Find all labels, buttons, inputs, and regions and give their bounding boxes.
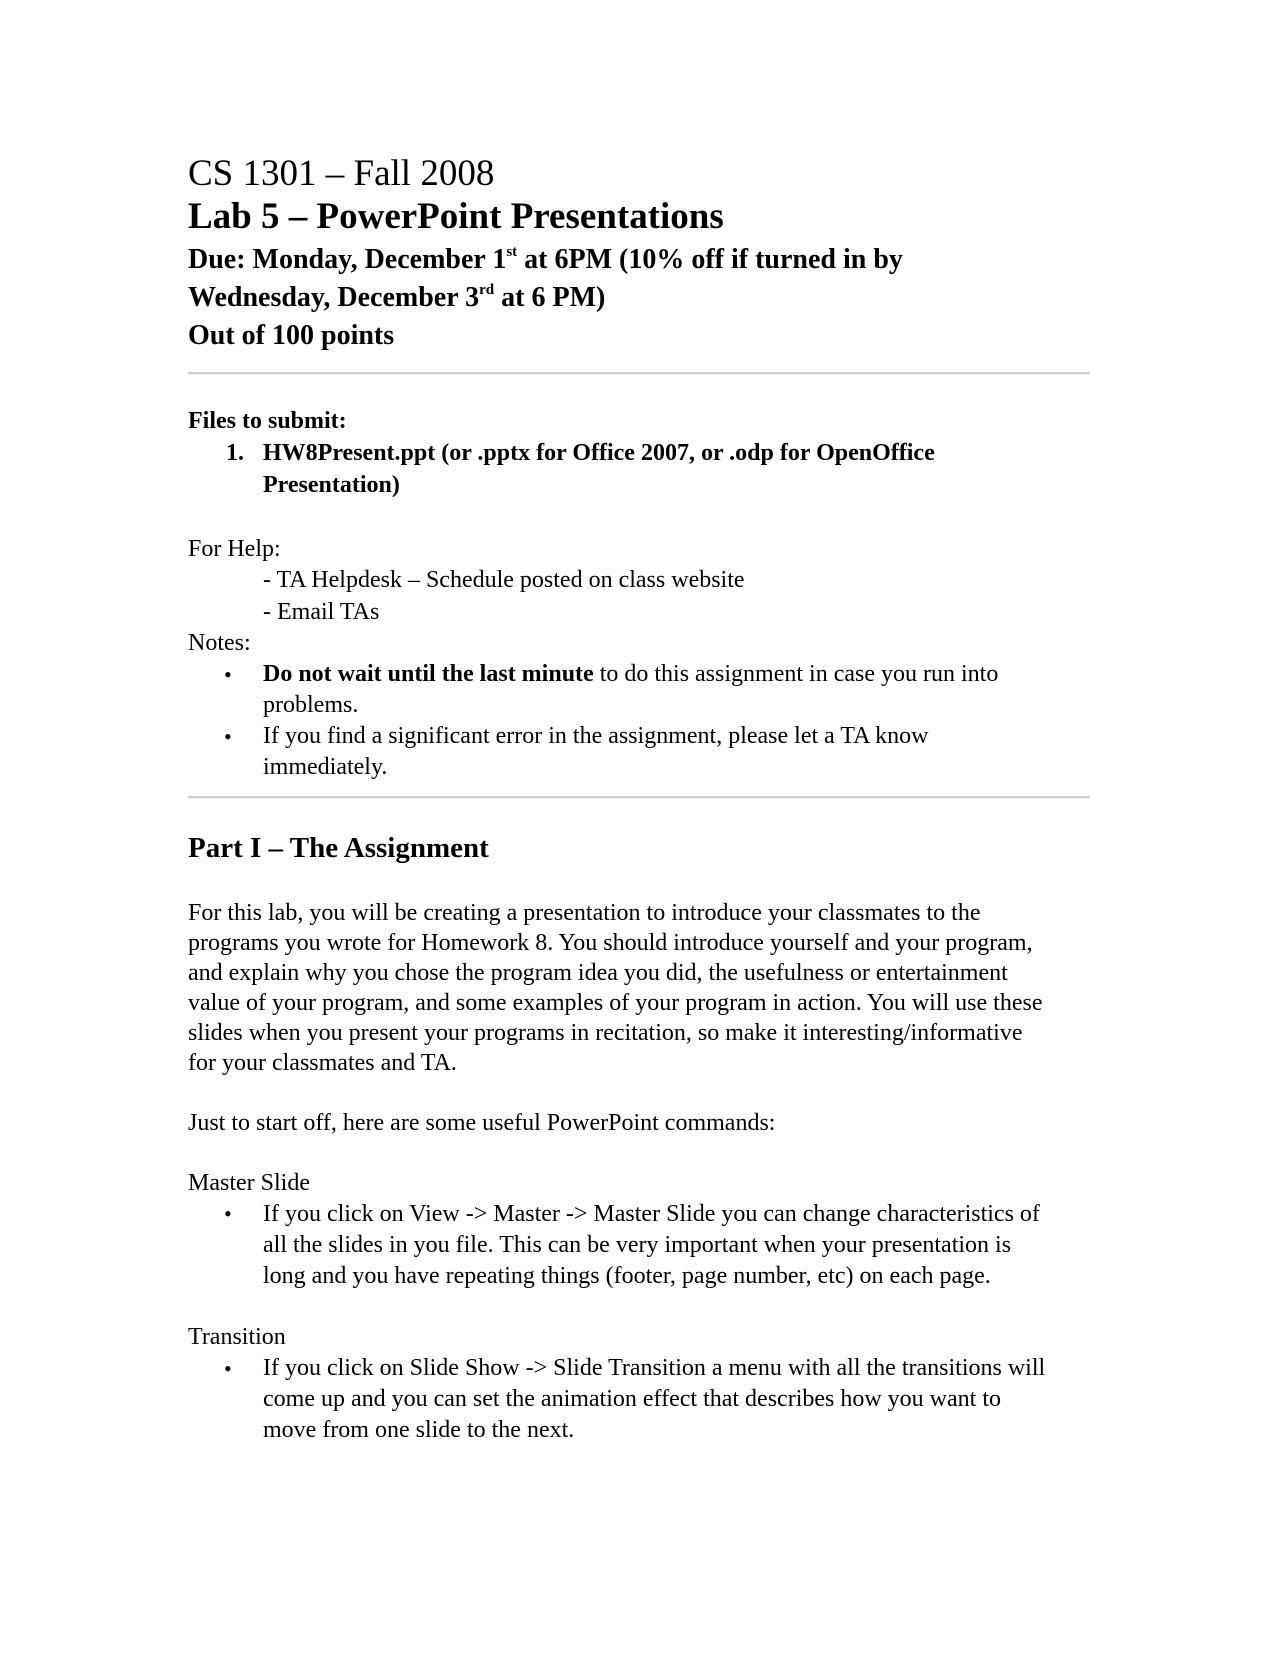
due-superscript: rd: [479, 282, 495, 298]
file-item-number: 1.: [226, 440, 244, 466]
notes-heading: Notes:: [188, 630, 251, 656]
files-heading: Files to submit:: [188, 408, 347, 434]
course-title: CS 1301 – Fall 2008: [188, 153, 495, 194]
note-item-2: If you find a significant error in the assignment, please let a TA know: [263, 723, 929, 749]
bullet-icon: •: [224, 662, 232, 687]
due-text: Wednesday, December 3: [188, 282, 480, 313]
points-line: Out of 100 points: [188, 320, 395, 351]
master-slide-line: If you click on View -> Master -> Master Slide you can change characteristics of: [263, 1201, 1040, 1227]
master-slide-line: all the slides in you file. This can be very important when your presentation is: [263, 1232, 1012, 1258]
paragraph-line: slides when you present your programs in recitation, so make it interesting/informative: [188, 1020, 1023, 1046]
due-date-line-1: [188, 246, 903, 274]
transition-line: If you click on Slide Show -> Slide Transition a menu with all the transitions will: [263, 1355, 1046, 1381]
divider: [188, 796, 1090, 799]
file-item-line-1: HW8Present.ppt (or .pptx for Office 2007, or .odp for OpenOffice: [263, 440, 935, 466]
help-item-helpdesk: - TA Helpdesk – Schedule posted on class website: [263, 567, 745, 593]
bullet-icon: •: [224, 724, 232, 749]
paragraph-line: programs you wrote for Homework 8. You should introduce yourself and your program,: [188, 930, 1033, 956]
bullet-icon: •: [224, 1201, 232, 1226]
due-superscript: st: [506, 244, 518, 260]
note-text: to do this assignment in case you run into: [593, 661, 999, 687]
note-item-2-line-2: immediately.: [263, 754, 388, 780]
master-slide-line: long and you have repeating things (footer, page number, etc) on each page.: [263, 1263, 991, 1289]
part1-heading: Part I – The Assignment: [188, 832, 489, 864]
note-item-1-line-2: problems.: [263, 692, 359, 718]
transition-line: move from one slide to the next.: [263, 1417, 575, 1443]
due-text: at 6PM (10% off if turned in by: [517, 244, 903, 275]
paragraph-line: and explain why you chose the program idea you did, the usefulness or entertainment: [188, 960, 1008, 986]
help-heading: For Help:: [188, 536, 281, 562]
paragraph-line: for your classmates and TA.: [188, 1050, 457, 1076]
note-item-1: [263, 662, 998, 686]
commands-intro: Just to start off, here are some useful PowerPoint commands:: [188, 1110, 776, 1136]
paragraph-line: value of your program, and some examples of your program in action. You will use these: [188, 990, 1043, 1016]
master-slide-heading: Master Slide: [188, 1170, 310, 1196]
transition-heading: Transition: [188, 1324, 286, 1350]
file-item-line-2: Presentation): [263, 472, 400, 498]
lab-title: Lab 5 – PowerPoint Presentations: [188, 196, 724, 237]
divider: [188, 372, 1090, 375]
note-emphasis: Do not wait until the last minute: [263, 661, 594, 687]
help-item-email: - Email TAs: [263, 599, 380, 625]
bullet-icon: •: [224, 1356, 232, 1381]
transition-line: come up and you can set the animation effect that describes how you want to: [263, 1386, 1001, 1412]
due-date-line-2: [188, 284, 605, 312]
due-text: at 6 PM): [494, 282, 606, 313]
due-text: Due: Monday, December 1: [188, 244, 507, 275]
paragraph-line: For this lab, you will be creating a presentation to introduce your classmates to the: [188, 900, 981, 926]
